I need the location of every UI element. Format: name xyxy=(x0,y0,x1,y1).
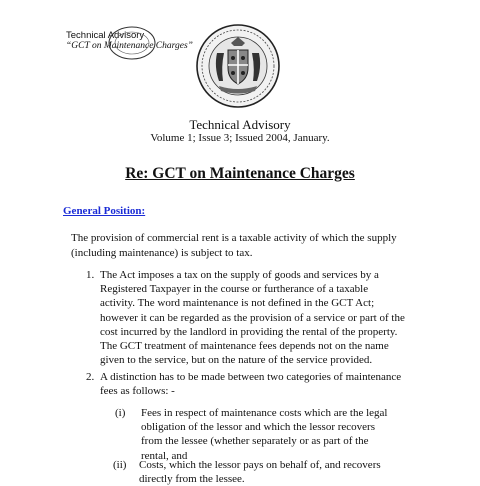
list-item-number: 2. xyxy=(86,371,95,383)
advisory-issue-line: Volume 1; Issue 3; Issued 2004, January. xyxy=(150,132,330,144)
document-title: Re: GCT on Maintenance Charges xyxy=(125,165,355,182)
coat-of-arms-seal-icon xyxy=(195,23,281,109)
list-item-text: A distinction has to be made between two categories of maintenance fees as follows: - xyxy=(100,371,402,398)
list-item-text: The Act imposes a tax on the supply of goods and services by a Registered Taxpayer in the course or furtherance of a taxable activity. The word maintenance is not defined in the GCT Act; however it can be regarded as the provision of a service or part of the cost incurred by the landlord in providing the rental of the property. The GCT treatment of maintenance fees depends not on the name given to the service, but on the nature of the service provided. xyxy=(100,269,405,367)
advisory-title: Technical Advisory xyxy=(189,117,291,132)
sub-list-item-text: Fees in respect of maintenance costs which are the legal obligation of the lessor and which the lessor recovers from the lessee (whether separately or as part of the rental, and xyxy=(141,407,388,462)
section-heading-general-position[interactable]: General Position: xyxy=(63,205,146,217)
header-subtitle: “GCT on Maintenance Charges” xyxy=(66,41,193,51)
sub-list-item-text: Costs, which the lessor pays on behalf of, and recovers directly from the lessee. xyxy=(139,459,381,486)
sub-list-item-number: (i) xyxy=(115,407,126,419)
small-seal-outline-icon xyxy=(106,24,158,62)
sub-list-item-number: (ii) xyxy=(113,459,127,471)
list-item-number: 1. xyxy=(86,269,95,281)
header-title: Technical Advisory xyxy=(66,30,145,41)
intro-paragraph: The provision of commercial rent is a taxable activity of which the supply (including maintenance) is subject to tax. xyxy=(71,232,397,259)
